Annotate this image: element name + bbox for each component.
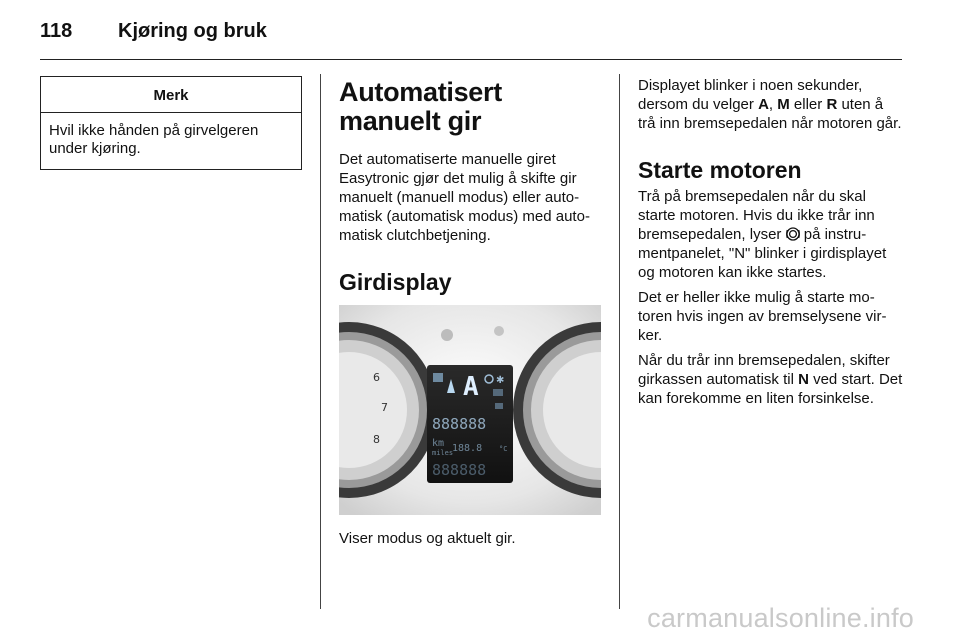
column-middle [339,76,601,548]
note-title: Merk [41,77,301,113]
svg-text:888888: 888888 [432,415,487,433]
svg-text:miles: miles [432,449,454,457]
svg-text:188.8: 188.8 [452,443,483,454]
section-heading: Automatisert manuelt gir [339,77,502,136]
brake-lights-paragraph: Det er heller ikke mulig å starte motoren hvis ingen av bremselysene virker. [638,289,887,344]
neutral-paragraph: Når du trår inn bremsepedalen, skifter girkassen automatisk til N ved start. Det kan forekomme en liten forsinkelse. [638,352,903,407]
svg-text:8: 8 [373,433,380,446]
note-box [40,76,302,170]
column-left [40,76,302,170]
note-text: Hvil ikke hånden på girvelgeren under kjøring. [49,122,259,157]
svg-text:7: 7 [381,401,388,414]
header-rule [40,59,902,60]
brake-warning-icon [786,227,800,241]
svg-text:km: km [432,438,445,449]
display-blink-paragraph: Displayet blinker i noen sekunder, dersom du velger A, M eller R uten å trå inn bremsepedalen når motoren går. [638,77,902,132]
subheading-girdisplay: Girdisplay [339,269,452,295]
svg-text:°C: °C [499,445,508,453]
column-divider-1 [320,74,321,609]
intro-paragraph: Det automatiserte manuelle giret Easytronic gjør det mulig å skifte gir manuelt (manuell modus) eller automatisk (automatisk modus) med automatisk clutchbetjening. [339,151,590,244]
svg-text:✱: ✱ [496,375,505,386]
page-header [40,20,267,43]
page-number: 118 [40,20,73,42]
gear-letter: A [463,372,479,402]
column-right [638,76,903,414]
svg-text:6: 6 [373,371,380,384]
column-divider-2 [619,74,620,609]
subheading-starte-motoren: Starte motoren [638,157,802,183]
start-engine-paragraph: Trå på bremsepedalen når du skal starte motoren. Hvis du ikke trår inn bremsepedalen, lyser på instrumentpanelet, "N" blinker i girdisplayet og motoren kan ikke startes. [638,188,887,281]
watermark: carmanualsonline.info [647,603,914,633]
gear-display-photo [339,305,601,515]
svg-text:888888: 888888 [432,461,487,479]
photo-caption: Viser modus og aktuelt gir. [339,530,516,547]
section-title: Kjøring og bruk [118,20,267,42]
